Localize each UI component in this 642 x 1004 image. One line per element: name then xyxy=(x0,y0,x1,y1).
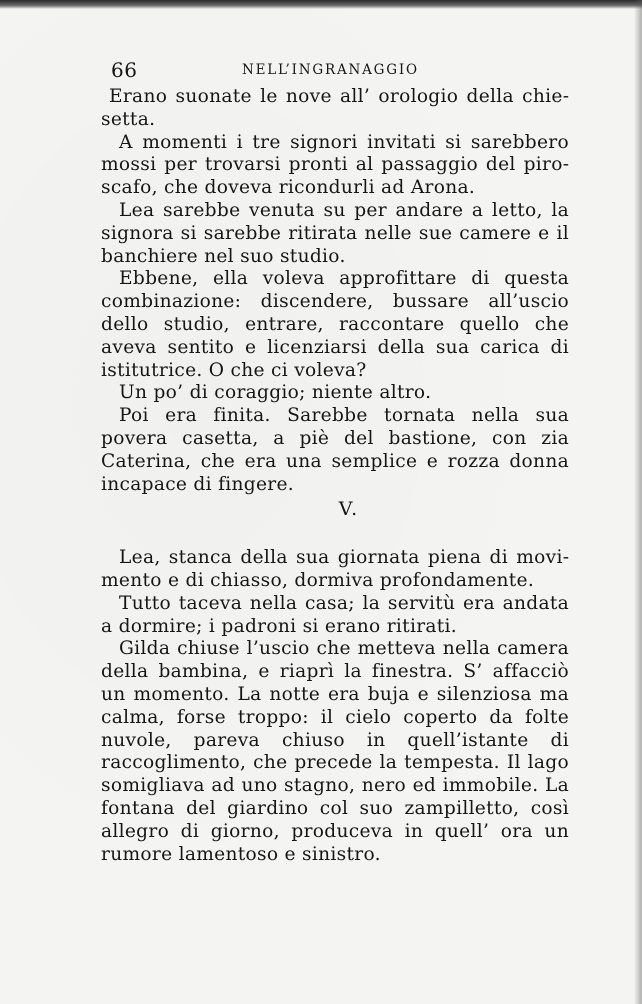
running-title: NELL’INGRANAGGIO xyxy=(242,62,419,78)
page-number: 66 xyxy=(111,58,138,82)
page-header xyxy=(0,58,642,86)
paragraph: Lea, stanca della sua giornata piena di movimento e di chiasso, dormiva profondamente. xyxy=(101,547,569,591)
paragraph: Ebbene, ella voleva approfittare di questa combinazione: discendere, bussare all’uscio dello studio, entrare, raccontare quello che aveva sentito e licenziarsi della sua carica di istitutrice. O che ci voleva? xyxy=(101,268,569,381)
paragraph: Erano suonate le nove all’ orologio della chiesetta. xyxy=(101,86,569,130)
paragraph: Tutto taceva nella casa; la servitù era andata a dormire; i padroni si erano ritirati. xyxy=(101,592,569,637)
paragraph: Lea sarebbe venuta su per andare a letto, la signora si sarebbe ritirata nelle sue camere e il banchiere nel suo studio. xyxy=(101,199,569,267)
chapter-heading: V. xyxy=(338,498,360,521)
paragraph: A momenti i tre signori invitati si sarebbero mossi per trovarsi pronti al passaggio del piroscafo, che doveva ricondurli ad Arona. xyxy=(101,131,569,199)
page-top-shadow xyxy=(0,0,642,9)
paragraph: Un po’ di coraggio; niente altro. xyxy=(119,382,432,404)
paragraph: Gilda chiuse l’uscio che metteva nella camera della bambina, e riaprì la finestra. S’ affacciò un momento. La notte era buja e silenziosa ma calma, forse troppo: il cielo coperto da folte nuvole, pareva chiuso in quell’istante di raccoglimento, che precede la tempesta. Il lago somigliava ad uno stagno, nero ed immobile. La fontana del giardino col suo zampilletto, così allegro di giorno, produceva in quell’ ora un rumore lamentoso e sinistro. xyxy=(101,638,569,865)
page-right-shadow xyxy=(634,0,642,1004)
body-text xyxy=(101,86,569,866)
paragraph: Poi era finita. Sarebbe tornata nella sua povera casetta, a piè del bastione, con zia Caterina, che era una semplice e rozza donna incapace di fingere. xyxy=(101,405,569,495)
